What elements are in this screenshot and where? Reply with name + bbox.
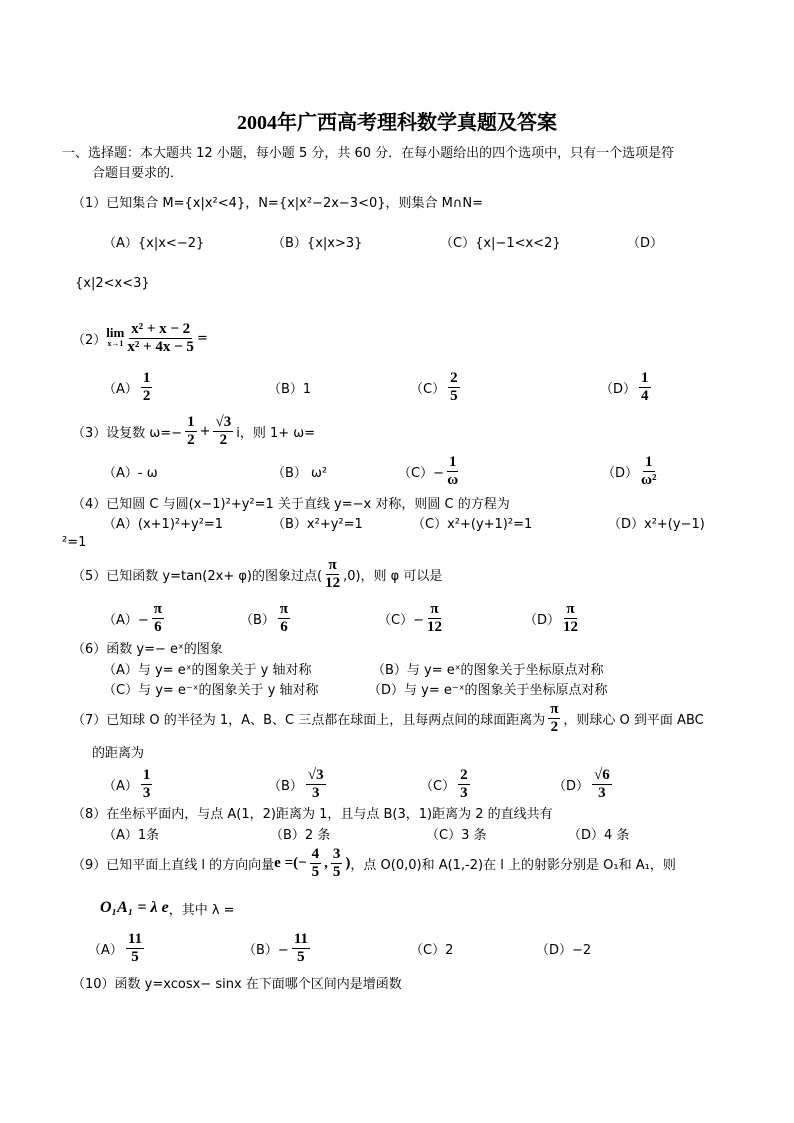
text-segment: ,0)，则 φ 可以是 — [343, 568, 443, 584]
fraction — [458, 767, 470, 802]
text-segment: （5）已知函数 y=tan(2x+ φ)的图象过点( — [72, 568, 323, 584]
denominator: x² + 4x − 5 — [127, 338, 194, 355]
option-d: （D）4 条 — [568, 827, 630, 843]
limit-operator — [106, 327, 124, 349]
option-c: （C）x²+(y+1)²=1 — [412, 516, 533, 532]
question-7 — [72, 700, 704, 735]
text-segment: 1 — [641, 369, 649, 386]
question-5 — [72, 556, 443, 591]
option-a: （A）(x+1)²+y²=1 — [103, 516, 224, 532]
fraction — [185, 414, 197, 449]
text-segment: π — [153, 600, 163, 617]
text-segment — [92, 741, 144, 761]
text-segment: 4 — [641, 387, 649, 404]
text-segment: e =(− — [274, 854, 307, 871]
text-segment: （A）− — [103, 612, 149, 628]
intro-line-1: 一、选择题：本大题共 12 小题，每小题 5 分，共 60 分．在每小题给出的四个选项中，只有一个选项是符 — [62, 145, 675, 161]
text-segment: （9）已知平面上直线 l 的方向向量 — [72, 857, 275, 873]
question-9-continued — [100, 898, 235, 918]
fraction — [306, 767, 326, 802]
question-6-options-cd — [0, 678, 794, 698]
text-segment: 3 — [142, 784, 151, 801]
question-stem: （1）已知集合 M={x|x²<4}，N={x|x²−2x−3<0}，则集合 M∩N= — [72, 195, 483, 211]
option-b — [240, 601, 293, 636]
option-b: （B）{x|x>3} — [272, 235, 363, 251]
option-a — [103, 370, 155, 405]
text-segment: π — [430, 600, 439, 617]
text-segment: （C） — [410, 381, 446, 397]
text-segment — [92, 161, 183, 181]
question-6-options-ab — [0, 658, 794, 678]
question-1-options — [0, 231, 794, 251]
option-c — [410, 370, 463, 405]
text-segment: ，其中 λ = — [168, 902, 235, 918]
option-c — [378, 601, 445, 636]
option-a: （A）与 y= eˣ的图象关于 y 轴对称 — [103, 662, 312, 678]
text-segment: 12 — [563, 618, 579, 635]
text-segment: 1 — [645, 453, 653, 470]
option-b: （B） ω² — [272, 465, 328, 481]
question-5-options — [0, 600, 794, 635]
fraction — [292, 931, 310, 966]
text-segment: 2 — [142, 387, 151, 404]
option-a — [103, 601, 167, 636]
text-segment: （D） — [524, 612, 561, 628]
text-segment: （D） — [600, 381, 637, 397]
question-8-options — [0, 823, 794, 843]
text-segment: ω² — [641, 471, 657, 488]
fraction — [325, 557, 340, 592]
text-segment: π — [566, 600, 575, 617]
option-b — [268, 767, 329, 802]
text-segment: 1 — [142, 766, 151, 783]
question-6 — [72, 637, 223, 657]
fraction — [641, 454, 656, 489]
option-a — [88, 931, 147, 966]
option-b: （B）x²+y²=1 — [272, 516, 363, 532]
option-c: （C）与 y= e⁻ˣ的图象关于 y 轴对称 — [103, 682, 319, 698]
text-segment: 1 — [142, 369, 151, 386]
option-b — [243, 931, 313, 966]
text-segment: 3 — [598, 784, 606, 801]
text-segment: i，则 1+ ω= — [236, 425, 316, 441]
text-segment: 11 — [293, 930, 308, 947]
text-segment: （B） — [240, 612, 275, 628]
text-segment: ，则球心 O 到平面 ABC — [563, 712, 704, 728]
option-c: （C）2 — [410, 942, 454, 958]
option-d: （D）与 y= e⁻ˣ的图象关于坐标原点对称 — [368, 682, 608, 698]
fraction — [310, 846, 322, 881]
text-segment: 6 — [280, 618, 288, 635]
text-segment: （A） — [103, 381, 138, 397]
intro-line-2: 合题目要求的． — [92, 165, 184, 181]
text-segment: 5 — [131, 948, 139, 965]
text-segment: 5 — [450, 387, 458, 404]
question-4 — [72, 492, 510, 512]
text-segment: （B）− — [243, 942, 289, 958]
fraction — [331, 846, 343, 881]
option-d — [600, 370, 654, 405]
option-d — [553, 767, 615, 802]
text-segment: （B） — [268, 778, 303, 794]
fraction — [448, 370, 460, 405]
text-segment: 3 — [312, 784, 320, 801]
text-segment: π — [328, 556, 337, 573]
option-d: （D）−2 — [536, 942, 592, 958]
text-segment: （C） — [420, 778, 456, 794]
text-segment: 3 — [332, 845, 341, 862]
text-segment: √3 — [215, 413, 232, 430]
text-segment: 2 — [450, 369, 458, 386]
text-segment: 12 — [426, 618, 442, 635]
text-segment: 5 — [332, 863, 341, 880]
option-d: （D） — [627, 235, 664, 251]
text-segment: 4 — [311, 845, 320, 862]
option-d: （D）x²+(y−1) — [608, 516, 705, 532]
text-segment: （A） — [103, 778, 138, 794]
text-segment: （D） — [553, 778, 590, 794]
text-segment — [75, 273, 150, 293]
text-segment: ω — [447, 471, 459, 488]
fraction — [427, 601, 442, 636]
text-segment — [62, 532, 86, 552]
text-segment: + — [199, 423, 211, 439]
question-2 — [72, 320, 208, 355]
question-9-options — [0, 930, 794, 965]
text-segment: 1 — [448, 453, 457, 470]
text-segment: （8）在坐标平面内，与点 A(1，2)距离为 1，且与点 B(3，1)距离为 2 的直线共有 — [72, 806, 553, 822]
option-a — [103, 767, 155, 802]
fraction — [127, 321, 194, 356]
text-segment: （3）设复数 ω=− — [72, 425, 183, 441]
text-segment: O₁A₁ = λ e — [100, 899, 169, 916]
fraction — [639, 370, 651, 405]
equals-sign: = — [196, 330, 208, 346]
text-segment: √3 — [307, 766, 324, 783]
question-2-options — [0, 369, 794, 404]
text-segment: 12 — [325, 574, 341, 591]
option-c — [398, 454, 461, 489]
text-segment: 1 — [187, 413, 195, 430]
option-a: （A）1条 — [103, 827, 160, 843]
text-segment: 5 — [311, 863, 320, 880]
question-7-continued: 的距离为 — [92, 745, 145, 761]
option-b: （B）1 — [268, 381, 312, 397]
text-segment: （A） — [88, 942, 123, 958]
fraction — [447, 454, 459, 489]
option-c: （C）{x|−1<x<2} — [440, 235, 561, 251]
option-d-continued: ²=1 — [62, 534, 87, 550]
text-segment: （6）函数 y=− eˣ的图象 — [72, 641, 223, 657]
text-segment: （D） — [602, 465, 639, 481]
question-4-options — [0, 512, 794, 532]
text-segment: ) — [345, 854, 351, 871]
question-10 — [72, 972, 402, 992]
text-segment: （7）已知球 O 的半径为 1，A、B、C 三点都在球面上，且每两点间的球面距离为 — [72, 712, 546, 728]
fraction — [141, 370, 153, 405]
text-segment: 11 — [127, 930, 143, 947]
fraction — [592, 767, 612, 802]
fraction — [141, 767, 153, 802]
document-title: 2004年广西高考理科数学真题及答案 — [237, 112, 557, 134]
question-8 — [72, 802, 553, 822]
option-d-continued: {x|2<x<3} — [75, 275, 150, 291]
lim-subscript: x→1 — [107, 339, 124, 348]
text-segment: √6 — [594, 766, 610, 783]
option-c — [420, 767, 473, 802]
text-segment: （4）已知圆 C 与圆(x−1)²+y²=1 关于直线 y=−x 对称，则圆 C 的方程为 — [72, 496, 510, 512]
text-segment: 6 — [154, 618, 162, 635]
question-1 — [72, 191, 483, 211]
text-segment: , — [324, 854, 328, 871]
option-b: （B）与 y= eˣ的图象关于坐标原点对称 — [372, 662, 604, 678]
text-segment: 3 — [460, 784, 468, 801]
option-a: （A）- ω — [103, 465, 158, 481]
text-segment: 2 — [460, 766, 468, 783]
option-a: （A）{x|x<−2} — [103, 235, 205, 251]
question-number: （2） — [72, 332, 107, 348]
text-segment: 2 — [550, 718, 559, 735]
fraction — [563, 601, 578, 636]
numerator: x² + x − 2 — [131, 320, 191, 337]
fraction — [278, 601, 290, 636]
fraction — [548, 701, 560, 736]
text-segment: （10）函数 y=xcosx− sinx 在下面哪个区间内是增函数 — [72, 976, 402, 992]
question-7-options — [0, 766, 794, 801]
option-d — [524, 601, 581, 636]
text-segment: 2 — [187, 431, 195, 448]
option-c: （C）3 条 — [426, 827, 487, 843]
lim-label: lim — [106, 325, 125, 340]
text-segment: （C）− — [378, 612, 424, 628]
text-segment: π — [550, 700, 559, 717]
text-segment: ，点 O(0,0)和 A(1,-2)在 l 上的射影分别是 O₁和 A₁，则 — [350, 857, 676, 873]
fraction — [152, 601, 164, 636]
fraction — [126, 931, 144, 966]
fraction — [213, 414, 233, 449]
text-segment: π — [279, 600, 289, 617]
question-3 — [72, 413, 316, 448]
section-intro — [62, 141, 674, 161]
text-segment: （C）− — [398, 465, 444, 481]
question-9 — [72, 845, 676, 880]
option-d — [602, 454, 659, 489]
question-3-options — [0, 453, 794, 488]
text-segment: 2 — [219, 431, 228, 448]
option-b: （B）2 条 — [270, 827, 331, 843]
text-segment: 5 — [297, 948, 305, 965]
